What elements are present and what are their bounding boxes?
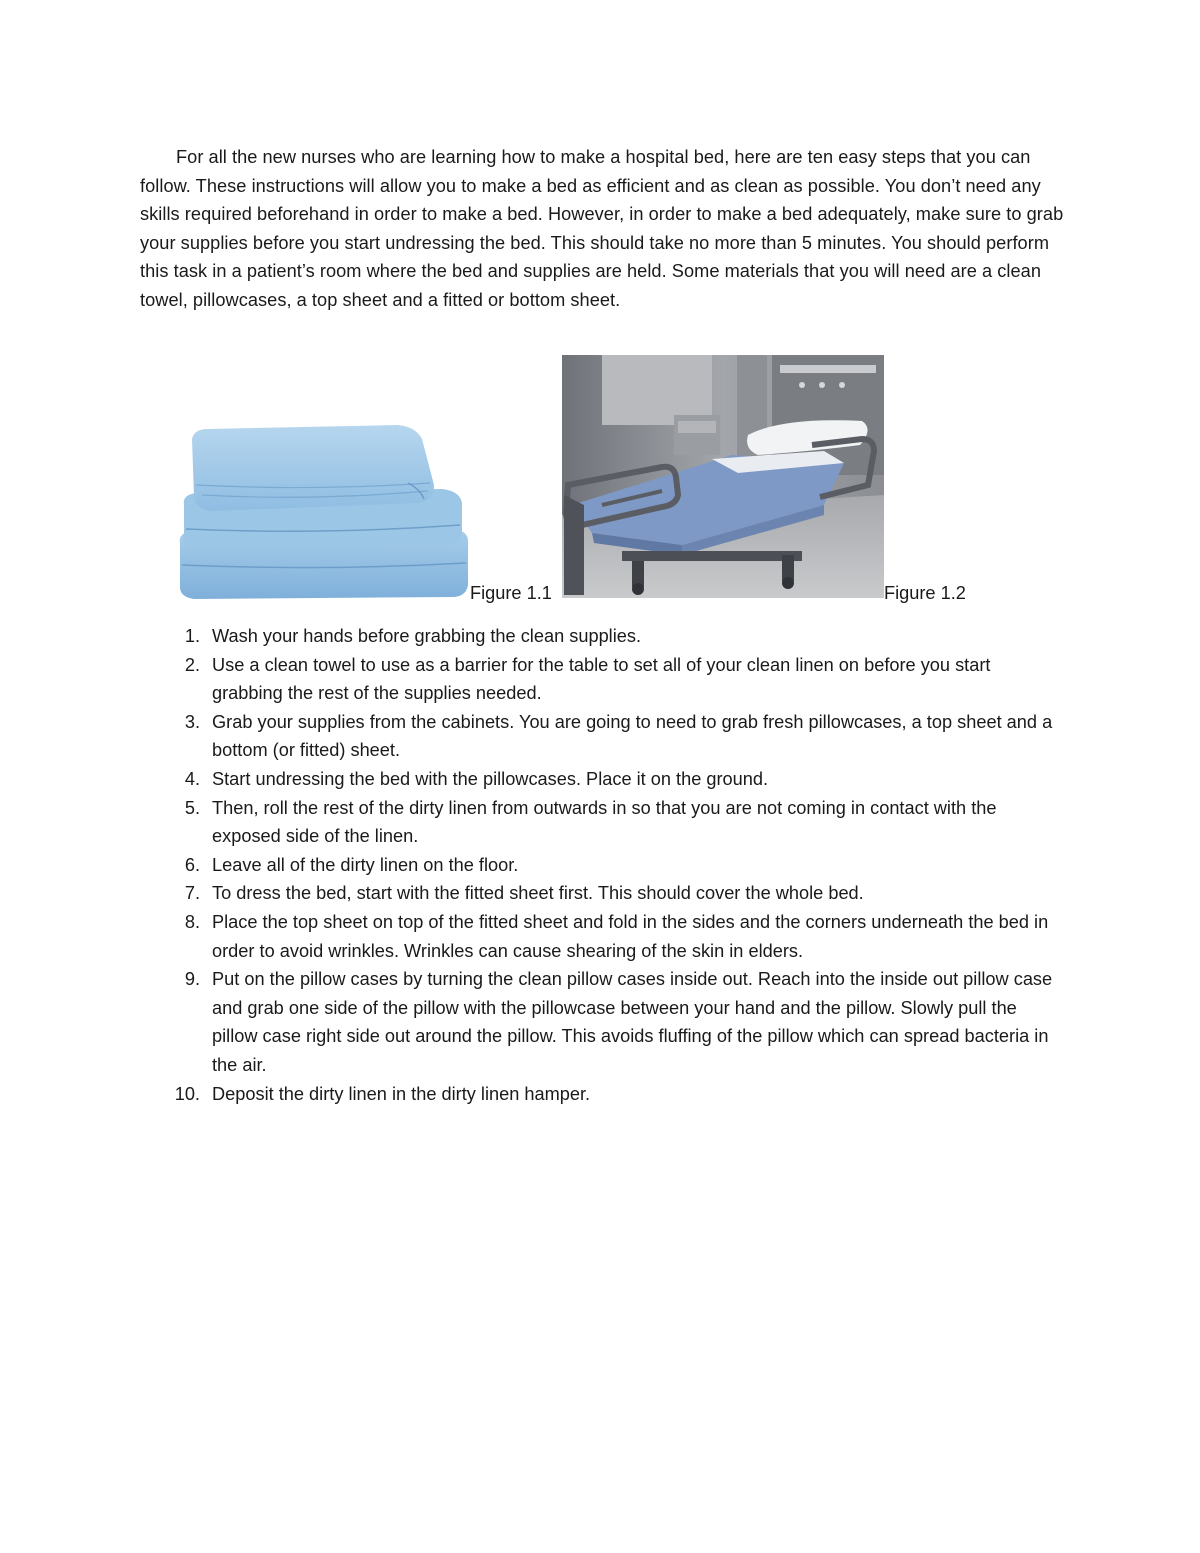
list-item bbox=[140, 708, 1065, 765]
figure-1-2-caption: Figure 1.2 bbox=[884, 583, 966, 603]
step-number: 5. bbox=[184, 797, 200, 818]
step-text: Use a clean towel to use as a barrier for the table to set all of your clean linen on before you start grabbing the rest of the supplies needed. bbox=[212, 654, 991, 704]
step-number: 3. bbox=[184, 711, 200, 732]
step-number: 2. bbox=[184, 654, 200, 675]
step-number: 9. bbox=[184, 969, 200, 990]
list-item bbox=[140, 765, 1065, 794]
list-item bbox=[140, 1080, 1065, 1109]
step-number: 8. bbox=[184, 911, 200, 932]
step-text: Place the top sheet on top of the fitted sheet and fold in the sides and the corners underneath the bed in order to avoid wrinkles. Wrinkles can cause shearing of the skin in elders. bbox=[212, 911, 1049, 961]
step-text: Deposit the dirty linen in the dirty linen hamper. bbox=[212, 1083, 591, 1104]
step-number: 6. bbox=[184, 854, 200, 875]
list-item bbox=[140, 794, 1065, 851]
figure-1-1-caption: Figure 1.1 bbox=[470, 583, 552, 603]
list-item bbox=[140, 622, 1065, 651]
steps-list bbox=[140, 622, 1065, 1108]
list-item bbox=[140, 965, 1065, 1079]
step-text: Wash your hands before grabbing the clean supplies. bbox=[212, 626, 642, 646]
folded-linens-image bbox=[172, 425, 472, 600]
hospital-bed-image bbox=[562, 355, 884, 598]
intro-paragraph: For all the new nurses who are learning how to make a hospital bed, here are ten easy steps that you can follow. These instructions will allow you to make a bed as efficient and as clean as possible. You don’t need any skills required beforehand in order to make a bed. However, in order to make a bed adequately, make sure to grab your supplies before you start undressing the bed. This should take no more than 5 minutes. You should perform this task in a patient’s room where the bed and supplies are held. Some materials that you will need are a clean towel, pillowcases, a top sheet and a fitted or bottom sheet. bbox=[140, 147, 1064, 310]
list-item bbox=[140, 651, 1065, 708]
step-text: Start undressing the bed with the pillowcases. Place it on the ground. bbox=[212, 768, 769, 789]
step-number: 10. bbox=[174, 1083, 200, 1104]
step-text: Then, roll the rest of the dirty linen from outwards in so that you are not coming in contact with the exposed side of the linen. bbox=[212, 797, 997, 847]
step-number: 7. bbox=[184, 883, 200, 904]
list-item bbox=[140, 879, 1065, 908]
step-text: Put on the pillow cases by turning the clean pillow cases inside out. Reach into the inside out pillow case and grab one side of the pillow with the pillowcase between your hand and the pillow. Slowly pull the pillow case right side out around the pillow. This avoids fluffing of the pillow which can spread bacteria in the air. bbox=[212, 969, 1053, 1075]
step-text: To dress the bed, start with the fitted sheet first. This should cover the whole bed. bbox=[212, 883, 864, 904]
step-text: Leave all of the dirty linen on the floor. bbox=[212, 854, 519, 875]
step-number: 4. bbox=[184, 768, 200, 789]
step-number: 1. bbox=[184, 626, 200, 646]
list-item bbox=[140, 851, 1065, 880]
list-item bbox=[140, 908, 1065, 965]
step-text: Grab your supplies from the cabinets. You are going to need to grab fresh pillowcases, a top sheet and a bottom (or fitted) sheet. bbox=[212, 711, 1053, 761]
